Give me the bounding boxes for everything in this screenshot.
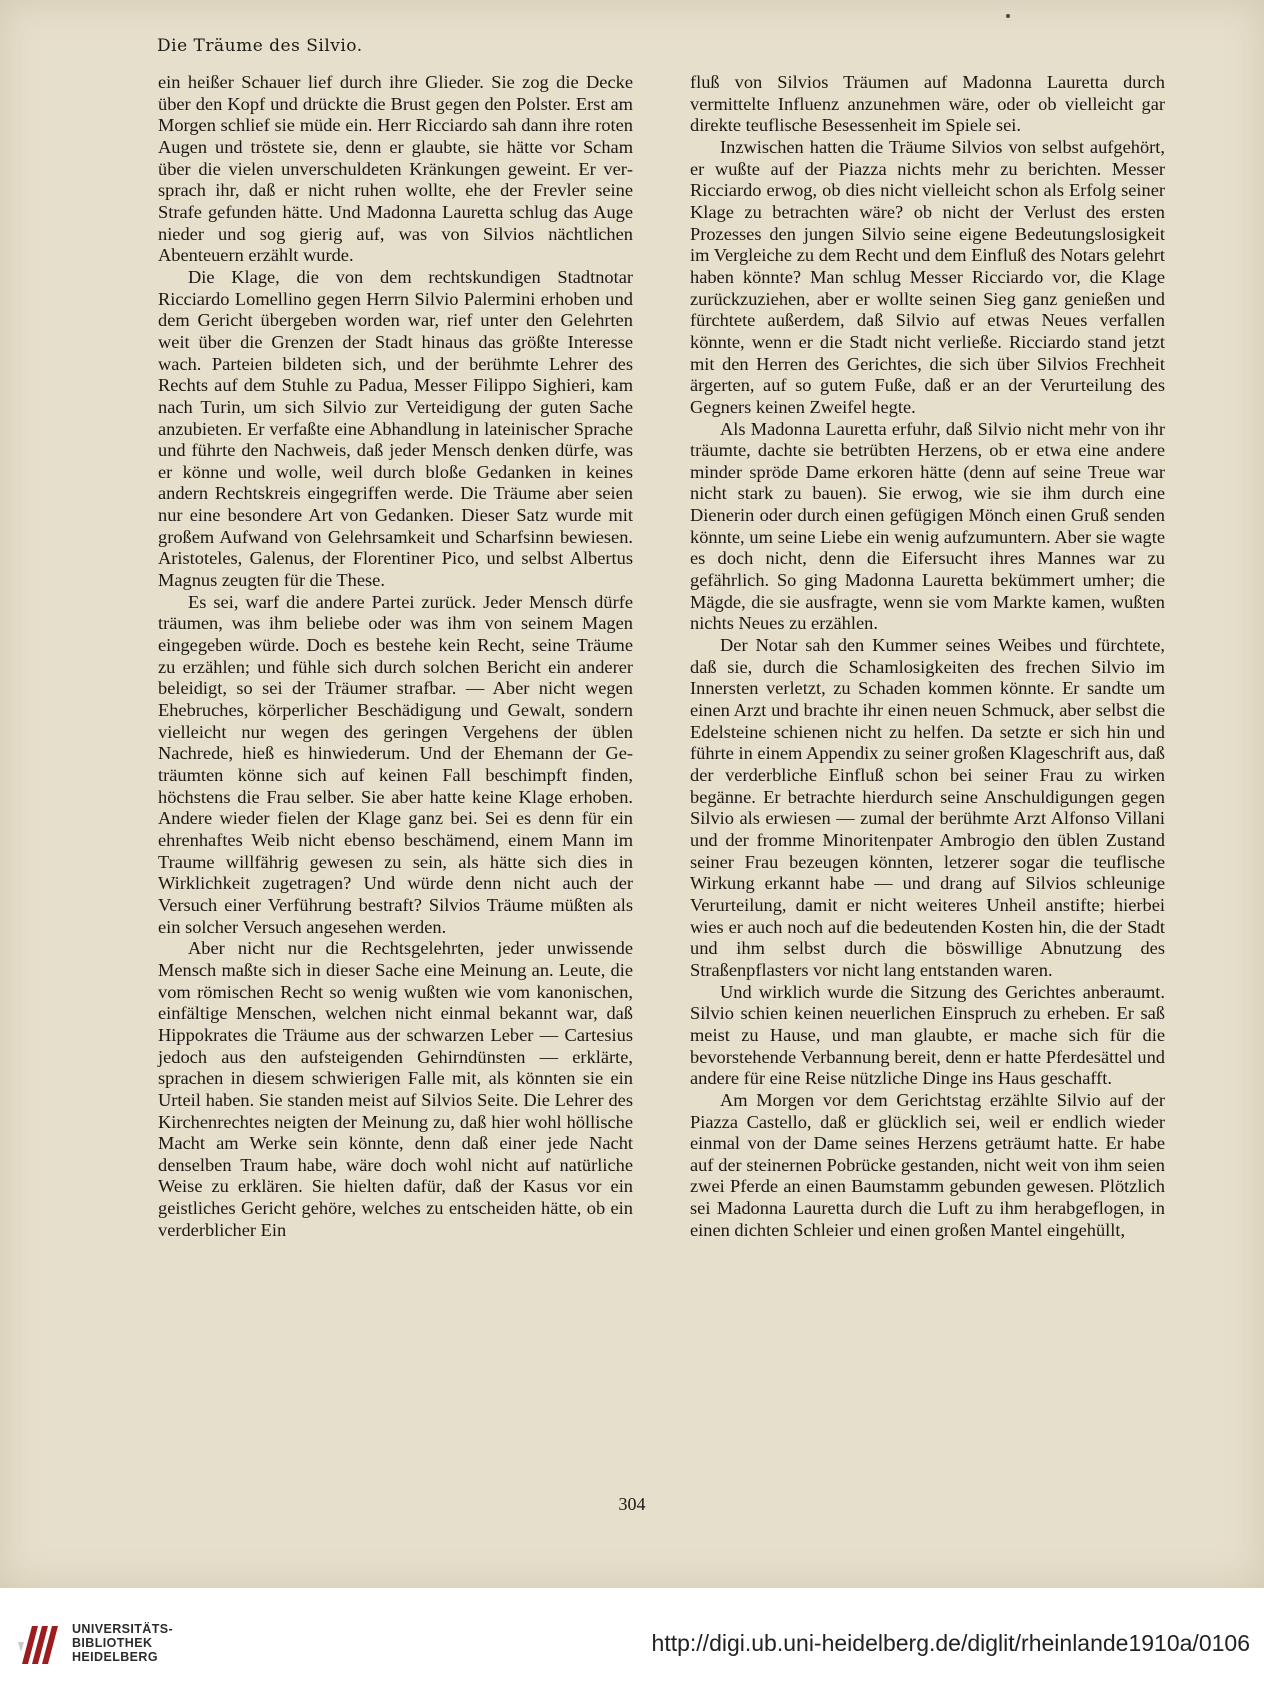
paragraph: Aber nicht nur die Rechtsgelehrten, jeder unwissende Mensch maßte sich in dieser Sache eine Meinung an. Leute, die vom römischen Recht so wenig wußten wie vom kanonischen, einfältige Menschen, welchen nicht einmal bekannt war, daß Hippokrates die Träume aus der schwarzen Leber — Cartesius jedoch aus den aufsteigenden Gehirndünsten — erklärte, sprachen in diesem schwierigen Falle mit, als könnten sie ein Urteil haben. Sie standen meist auf Silvios Seite. Die Lehrer des Kirchenrechtes neigten der Meinung zu, daß hier wohl höllische Macht am Werke sein könnte, denn daß einer jede Nacht denselben Traum habe, wäre doch wohl nicht auf natürliche Weise zu erklären. Sie hielten dafür, daß der Kasus vor ein geistliches Gericht gehöre, welches zu entscheiden hätte, ob ein verderblicher Ein [158, 938, 633, 1240]
running-head: Die Träume des Silvio. [157, 36, 363, 56]
paragraph: ein heißer Schauer lief durch ihre Glieder. Sie zog die Decke über den Kopf und drückte die Brust gegen den Polster. Erst am Morgen schlief sie müde ein. Herr Ricciardo sah dann ihre roten Augen und tröstete sie, denn er glaubte, sie hätte vor Scham über die vielen unverschuldeten Kränkungen geweint. Er versprach ihr, daß er nicht ruhen wollte, ehe der Frevler seine Strafe gefunden hätte. Und Madonna Lauretta schlug das Auge nieder und sog gierig auf, was von Silvios nächtlichen Abenteuern erzählt wurde. [158, 72, 633, 266]
paragraph: Und wirklich wurde die Sitzung des Gerichtes anberaumt. Silvio schien keinen neuerlichen Einspruch zu erheben. Er saß meist zu Hause, und man glaubte, er mache sich für die bevorstehende Verbannung bereit, denn er hatte Pferdesättel und andere für eine Reise nützliche Dinge ins Haus geschafft. [690, 981, 1165, 1089]
text-column-left [158, 72, 633, 1241]
paragraph: Der Notar sah den Kummer seines Weibes und fürchtete, daß sie, durch die Schamlosigkeiten des frechen Silvio im Innersten verletzt, zu Schaden kommen könnte. Er sandte um einen Arzt und brachte ihr einen neuen Schmuck, aber selbst die Edelsteine schienen nicht zu helfen. Da setzte er sich hin und führte in einem Appendix zu seiner großen Klageschrift aus, daß der verderbliche Einfluß schon bei seiner Frau zu wirken begänne. Er betrachte hierdurch seine Anschuldigungen gegen Silvio als erwiesen — zumal der berühmte Arzt Alfonso Villani und der fromme Minoritenpater Ambrogio den üblen Zustand seiner Frau bezeugen könnten, letzerer sogar die teuflische Wirkung erkannt habe — und drang auf Silvios schleunige Verurteilung, damit er nicht weiteres Unheil anstifte; hierbei wies er auch noch auf die bedeutenden Kosten hin, die der Stadt und ihm selbst durch die böswillige Abnutzung des Straßenpflasters vor nicht lang entstanden waren. [690, 635, 1165, 980]
paragraph: Es sei, warf die andere Partei zurück. Jeder Mensch dürfe träumen, was ihm beliebe oder was ihm von seinem Magen eingegeben würde. Doch es bestehe kein Recht, seine Träume zu erzählen; und fühle sich durch solchen Bericht ein anderer beleidigt, so sei der Träumer strafbar. — Aber nicht wegen Ehebruches, körperlicher Beschädigung und Gewalt, sondern vielleicht nur wegen des geringen Vergehens der üblen Nachrede, hieß es hinwiederum. Und der Ehemann der Geträumten könne sich auf keinen Fall beschimpft finden, höchstens die Frau selber. Sie aber hatte keine Klage erhoben. Andere wieder fielen der Klage ganz bei. Sei es denn für ein ehrenhaftes Weib nicht ebenso beschämend, einem Mann im Traume willfährig gewesen zu sein, als hätte sich dies in Wirklichkeit zugetragen? Und würde denn nicht auch der Versuch einer Verführung bestraft? Silvios Träume müßten als ein solcher Versuch angesehen werden. [158, 591, 633, 937]
page-number: 304 [618, 1494, 646, 1514]
paragraph: Inzwischen hatten die Träume Silvios von selbst aufgehört, er wußte auf der Piazza nichts mehr zu berichten. Messer Ricciardo erwog, ob dies nicht vielleicht schon als Erfolg seiner Klage zu betrachten wäre? ob nicht der Verlust des ersten Prozesses den jungen Silvio seine eigene Bedeutungslosigkeit im Vergleiche zu dem Recht und dem Einfluß des Notars gelehrt haben könnte? Man schlug Messer Ricciardo vor, die Klage zurückzuziehen, aber er wollte seinen Sieg ganz genießen und fürchtete außerdem, daß Silvio auf etwas Neues verfallen könnte, wenn er die Stadt nicht verließe. Ricciardo stand jetzt mit den Herren des Gerichtes, die sich über Silvios Frechheit ärgerten, auf so gutem Fuße, daß er an der Verurteilung des Gegners keinen Zweifel hegte. [690, 136, 1165, 417]
text-column-right [690, 72, 1165, 1241]
library-name[interactable] [72, 1622, 173, 1664]
ink-speck [1006, 14, 1010, 18]
paragraph: Die Klage, die von dem rechtskundigen Stadtnotar Ricciardo Lomellino gegen Herrn Silvio Palermini erhoben und dem Gericht übergeben worden war, rief unter den Gelehrten weit über die Grenzen der Stadt hinaus das größte Interesse wach. Parteien bildeten sich, und der berühmte Lehrer des Rechts auf dem Stuhle zu Padua, Messer Filippo Sighieri, kam nach Turin, um sich Silvio zur Verteidigung der guten Sache anzubieten. Er verfaßte eine Abhandlung in lateinischer Sprache und führte den Nachweis, daß jeder Mensch denken dürfe, was er könne und wolle, weil durch bloße Gedanken in keines andern Rechtskreis eingegriffen werde. Die Träume aber seien nur eine besondere Art von Gedanken. Dieser Satz wurde mit großem Aufwand von Gelehrsamkeit und Scharfsinn bewiesen. Aristoteles, Galenus, der Florentiner Pico, und selbst Albertus Magnus zeugten für die These. [158, 266, 633, 591]
permalink-url[interactable]: http://digi.ub.uni-heidelberg.de/diglit/rheinlande1910a/0106 [651, 1630, 1250, 1656]
library-name-line: HEIDELBERG [72, 1650, 158, 1664]
paragraph: fluß von Silvios Träumen auf Madonna Lauretta durch vermittelte Influenz anzunehmen wäre, oder ob vielleicht gar direkte teuflische Besessenheit im Spiele sei. [690, 72, 1165, 136]
paragraph: Am Morgen vor dem Gerichtstag erzählte Silvio auf der Piazza Castello, daß er glücklich sei, weil er endlich wieder einmal von der Dame seines Herzens geträumt hatte. Er habe auf der steinernen Pobrücke gestanden, nicht weit von ihm seien zwei Pferde an einen Baumstamm gebunden gewesen. Plötzlich sei Madonna Lauretta durch die Luft zu ihm herabgeflogen, in einen dichten Schleier und einen großen Mantel eingehüllt, [690, 1089, 1165, 1240]
paragraph: Als Madonna Lauretta erfuhr, daß Silvio nicht mehr von ihr träumte, dachte sie betrübten Herzens, ob er etwa eine andere minder spröde Dame erkoren hätte (denn auf seine Treue war nicht stark zu bauen). Sie erwog, wie sie ihm durch eine Dienerin oder durch einen gefügigen Mönch einen Gruß senden könnte, um seine Liebe ein wenig aufzumuntern. Aber sie wagte es doch nicht, denn die Eifersucht ihres Mannes war zu gefährlich. So ging Madonna Lauretta bekümmert umher; die Mägde, die sie ausfragte, wenn sie vom Markte kamen, wußten nichts Neues zu erzählen. [690, 418, 1165, 634]
university-library-logo-icon[interactable] [18, 1620, 64, 1668]
library-name-line: BIBLIOTHEK [72, 1636, 153, 1650]
library-name-line: UNIVERSITÄTS- [72, 1622, 174, 1636]
